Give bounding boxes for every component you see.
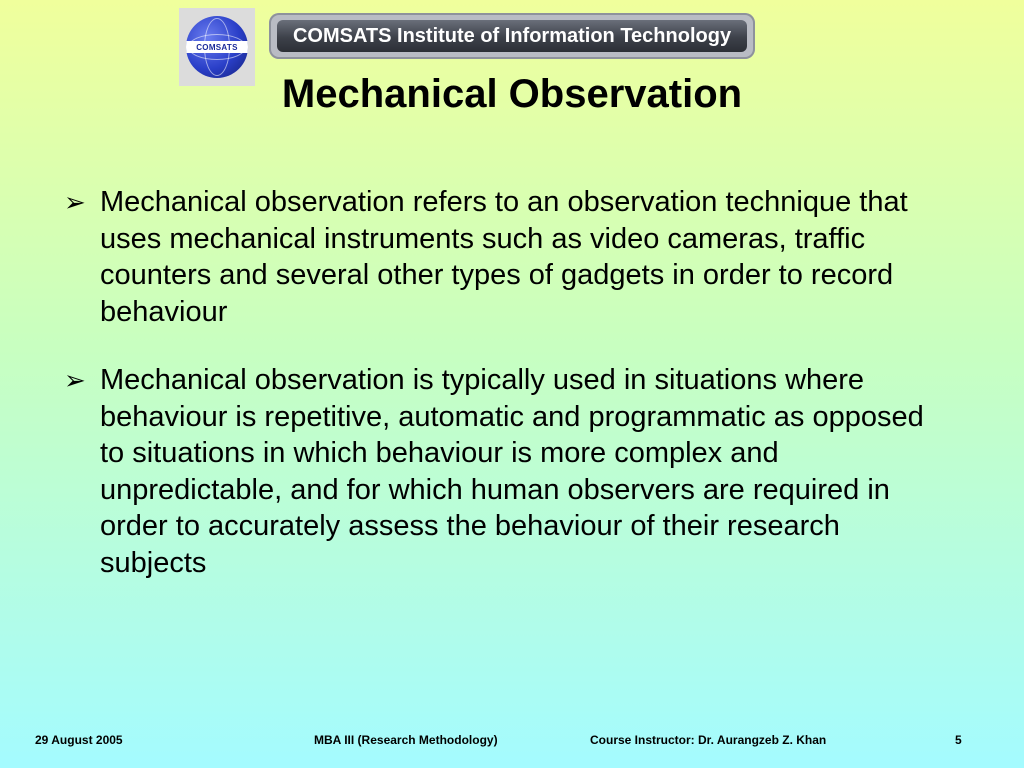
bullet-text: Mechanical observation is typically used in situations where behaviour is repetitive, automatic and programmatic as opposed to situations in which behaviour is more complex and unpredictable, and for which human observers are required in order to accurately assess the behaviour of their research subjects — [100, 364, 924, 579]
logo-text: COMSATS — [186, 41, 248, 53]
arrow-bullet-icon: ➢ — [64, 187, 86, 217]
bullet-list — [64, 184, 964, 613]
slide-footer — [0, 733, 1024, 749]
institute-banner-text: COMSATS Institute of Information Technology — [277, 20, 747, 52]
globe-icon — [186, 16, 248, 78]
slide-title: Mechanical Observation — [281, 72, 743, 116]
footer-instructor: Course Instructor: Dr. Aurangzeb Z. Khan — [590, 733, 827, 747]
institute-banner — [269, 13, 755, 59]
bullet-item — [64, 184, 964, 330]
bullet-text: Mechanical observation refers to an observation technique that uses mechanical instruments such as video cameras, traffic counters and several other types of gadgets in order to record behaviour — [100, 186, 908, 328]
arrow-bullet-icon: ➢ — [64, 365, 86, 395]
bullet-item — [64, 362, 964, 581]
footer-page-number: 5 — [955, 733, 962, 747]
footer-course: MBA III (Research Methodology) — [314, 733, 498, 747]
footer-date: 29 August 2005 — [35, 733, 123, 747]
